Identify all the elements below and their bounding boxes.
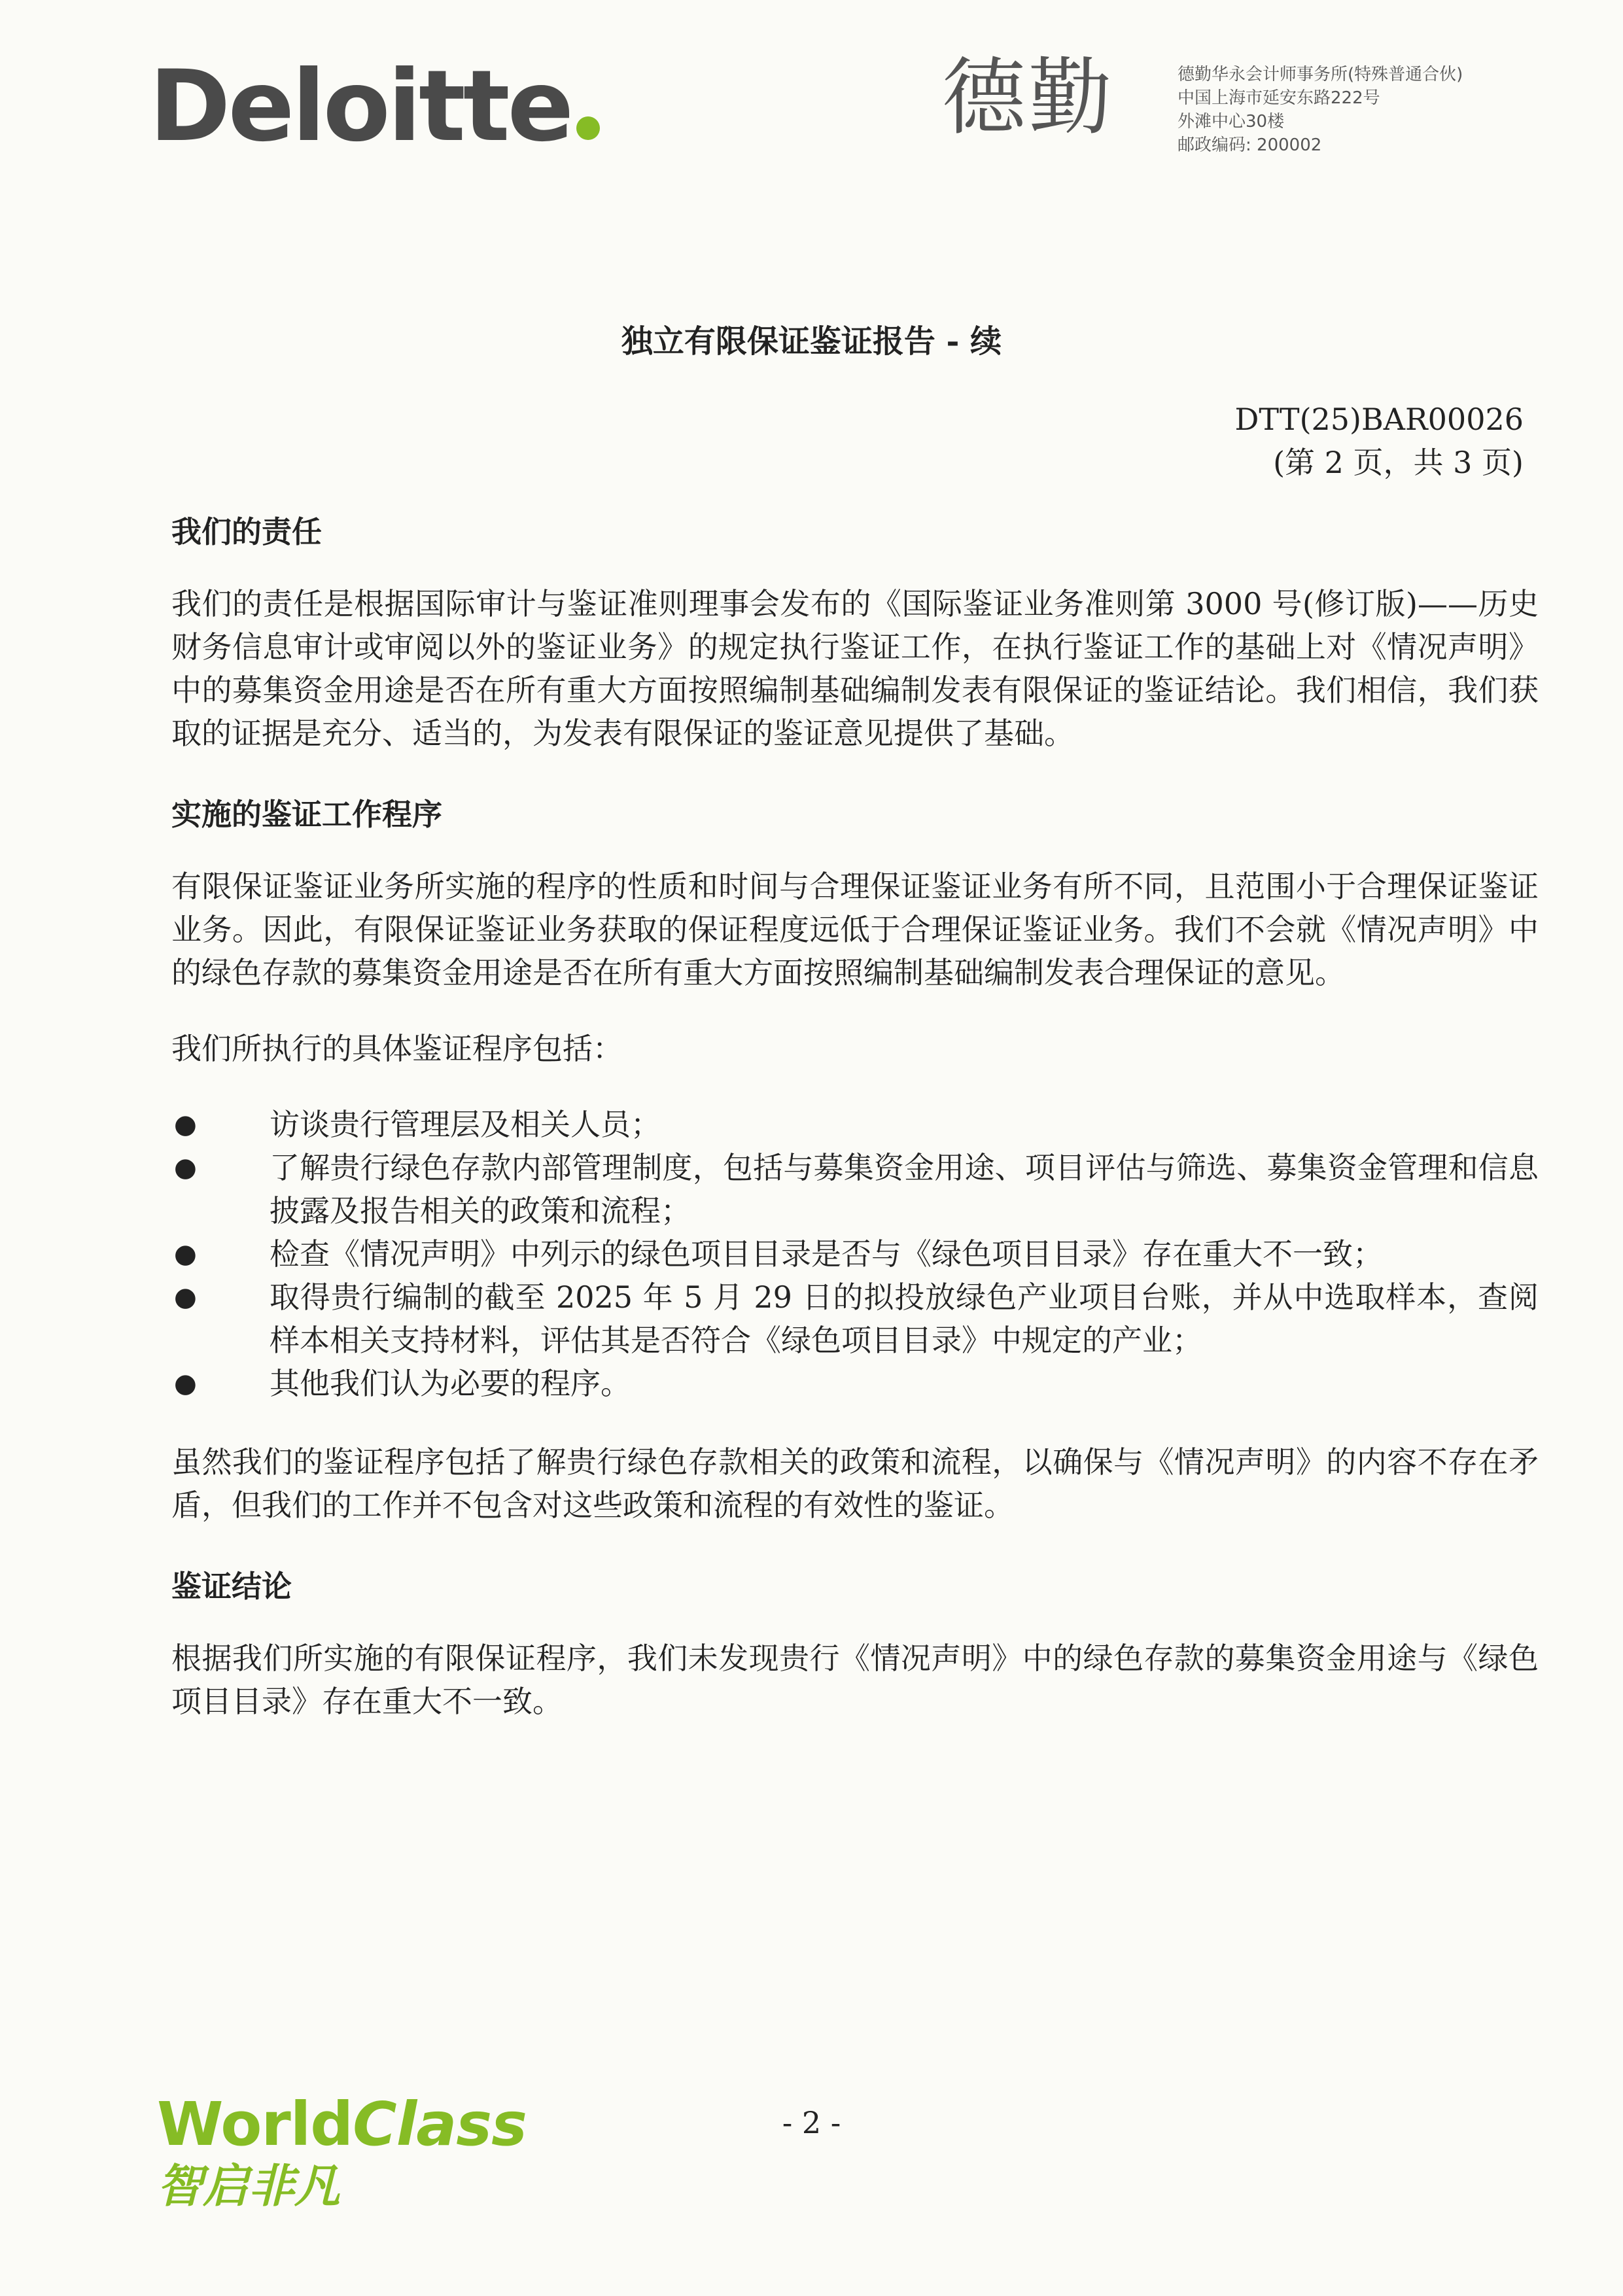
procedures-paragraph-1: 有限保证鉴证业务所实施的程序的性质和时间与合理保证鉴证业务有所不同，且范围小于合理保证鉴证业务。因此，有限保证鉴证业务获取的保证程度远低于合理保证鉴证业务。我们不会就《情况声明》中的绿色存款的募集资金用途是否在所有重大方面按照编制基础编制发表合理保证的意见。	[171, 869, 1539, 990]
list-item-text: 取得贵行编制的截至 2025 年 5 月 29 日的拟投放绿色产业项目台账，并从中选取样本，查阅样本相关支持材料，评估其是否符合《绿色项目目录》中规定的产业；	[270, 1279, 1539, 1358]
section-heading-conclusion: 鉴证结论	[171, 1569, 292, 1604]
bullet-icon: ●	[174, 1368, 197, 1399]
bullet-icon: ●	[174, 1282, 197, 1312]
address-line: 邮政编码: 200002	[1178, 135, 1322, 155]
list-item-text: 其他我们认为必要的程序。	[270, 1366, 631, 1401]
page-info: (第 2 页，共 3 页)	[1273, 445, 1524, 480]
responsibility-paragraph: 我们的责任是根据国际审计与鉴证准则理事会发布的《国际鉴证业务准则第 3000 号(修订版)——历史财务信息审计或审阅以外的鉴证业务》的规定执行鉴证工作，在执行鉴证工作的基础上对《情况声明》中的募集资金用途是否在所有重大方面按照编制基础编制发表有限保证的鉴证结论。我们相信，我们获取的证据是充分、适当的，为发表有限保证的鉴证意见提供了基础。	[171, 586, 1539, 751]
brand-class: Class	[353, 2089, 527, 2159]
list-item-text: 了解贵行绿色存款内部管理制度，包括与募集资金用途、项目评估与筛选、募集资金管理和信息披露及报告相关的政策和流程；	[270, 1150, 1539, 1228]
procedures-paragraph-3: 虽然我们的鉴证程序包括了解贵行绿色存款相关的政策和流程，以确保与《情况声明》的内容不存在矛盾，但我们的工作并不包含对这些政策和流程的有效性的鉴证。	[171, 1444, 1539, 1523]
logo-dot	[576, 116, 600, 140]
deloitte-chinese-logo: 德勤	[942, 49, 1115, 147]
brand-world: World	[157, 2089, 353, 2159]
list-item-text: 检查《情况声明》中列示的绿色项目目录是否与《绿色项目目录》存在重大不一致；	[270, 1236, 1383, 1272]
bullet-icon: ●	[174, 1153, 197, 1183]
conclusion-paragraph: 根据我们所实施的有限保证程序，我们未发现贵行《情况声明》中的绿色存款的募集资金用途与《绿色项目目录》存在重大不一致。	[171, 1641, 1539, 1719]
list-item	[171, 1276, 1539, 1362]
procedure-list	[171, 1103, 1539, 1405]
page-number: - 2 -	[782, 2105, 841, 2140]
bullet-icon: ●	[174, 1239, 197, 1269]
address-line: 外滩中心30楼	[1178, 112, 1285, 131]
report-title: 独立有限保证鉴证报告 - 续	[621, 323, 1002, 360]
procedures-paragraph-2: 我们所执行的具体鉴证程序包括：	[171, 1031, 623, 1066]
list-item	[171, 1103, 1539, 1146]
deloitte-logo-text: Deloitte	[149, 50, 572, 164]
reference-code: DTT(25)BAR00026	[1234, 402, 1524, 437]
brand-chinese-text: 智启非凡	[157, 2159, 340, 2213]
list-item-text: 访谈贵行管理层及相关人员；	[270, 1107, 661, 1142]
section-heading-responsibility: 我们的责任	[171, 514, 322, 549]
list-item	[171, 1362, 1539, 1405]
reference-block	[1234, 398, 1524, 484]
address-line: 中国上海市延安东路222号	[1178, 88, 1380, 108]
bullet-icon: ●	[174, 1109, 197, 1139]
section-heading-procedures: 实施的鉴证工作程序	[171, 797, 442, 832]
firm-address	[1178, 63, 1463, 157]
list-item	[171, 1232, 1539, 1276]
deloitte-logo	[149, 50, 600, 164]
report-body	[171, 510, 1539, 1723]
list-item	[171, 1146, 1539, 1232]
address-line: 德勤华永会计师事务所(特殊普通合伙)	[1178, 65, 1463, 84]
